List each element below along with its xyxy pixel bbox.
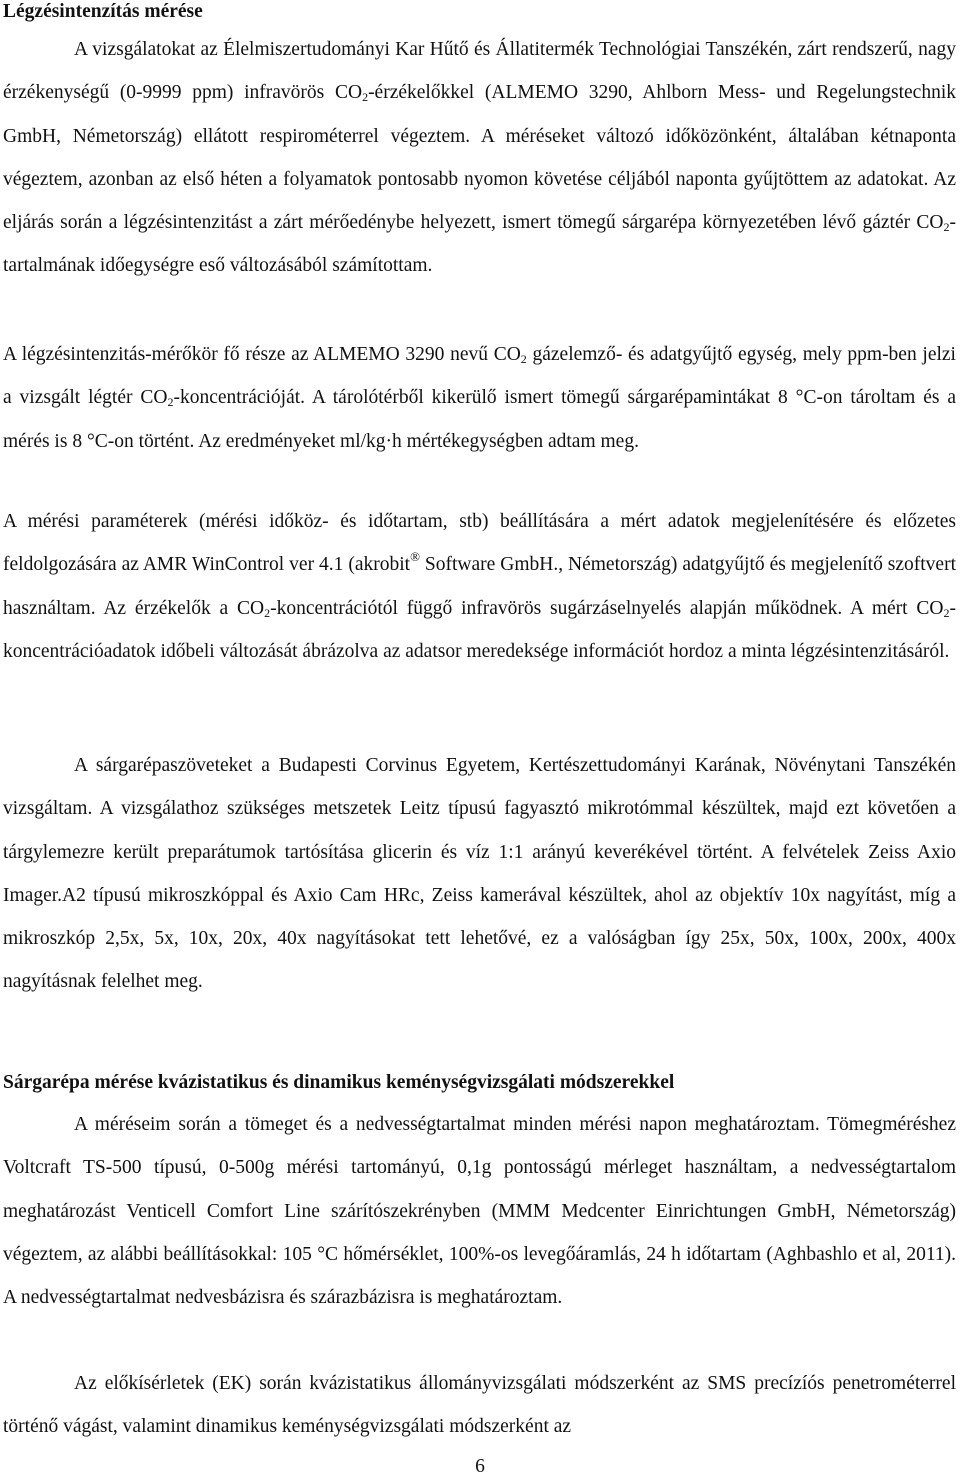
registered-mark: ® bbox=[410, 549, 420, 565]
page-number: 6 bbox=[475, 1456, 485, 1477]
paragraph-text: A méréseim során a tömeget és a nedvességtartalmat minden mérési napon meghatároztam. Tömegméréshez Voltcraft TS-500 típusú, 0-500g mérési tartományú, 0,1g pontosságú mérleget használtam, a nedvességtartalom meghatározást Venticell Comfort Line szárítószekrényben (MMM Medcenter Einrichtungen GmbH, Németország) végeztem, az alábbi beállításokkal: 105 °C hőmérséklet, 100%-os levegőáramlás, 24 h időtartam (Aghbashlo et al, 2011). A nedvességtartalmat nedvesbázisra és szárazbázisra is meghatároztam. bbox=[3, 1114, 956, 1309]
paragraph-text: A légzésintenzitás-mérőkör fő része az ALMEMO 3290 nevű CO bbox=[3, 344, 521, 365]
section-heading-hardness: Sárgarépa mérése kvázistatikus és dinamikus keménységvizsgálati módszerekkel bbox=[3, 1072, 675, 1093]
subscript: 2 bbox=[362, 90, 369, 105]
paragraph-text: -érzékelőkkel (ALMEMO 3290, Ahlborn Mess- und Regelungstechnik GmbH, Németország) ellátott respirométerrel végeztem. A méréseket változó időközönként, általában kétnaponta végeztem, azonban az első héten a folyamatok pontosabb nyomon követése céljából naponta gyűjtöttem az adatokat. Az eljárás során a légzésintenzitást a zárt mérőedénybe helyezett, ismert tömegű sárgarépa környezetében lévő gáztér CO bbox=[3, 82, 956, 234]
section-heading-respiration: Légzésintenzítás mérése bbox=[3, 1, 203, 22]
subscript: 2 bbox=[264, 605, 271, 620]
paragraph-text: -tartalmának időegységre eső változásából számítottam. bbox=[3, 212, 956, 277]
paragraph-measuring-circuit bbox=[3, 333, 956, 463]
paragraph-tissue-microscopy bbox=[3, 744, 956, 1004]
subscript: 2 bbox=[943, 605, 950, 620]
paragraph-text: Software GmbH., Németország) adatgyűjtő és megjelenítő szoftvert használtam. Az érzékelők a CO bbox=[3, 554, 957, 619]
paragraph-respiration-method bbox=[3, 28, 956, 288]
paragraph-text: Az előkísérletek (EK) során kvázistatikus állományvizsgálati módszerként az SMS precízíós penetrométerrel történő vágást, valamint dinamikus keménységvizsgálati módszerként az bbox=[3, 1373, 956, 1438]
paragraph-mass-moisture bbox=[3, 1103, 956, 1319]
paragraph-text: -koncentrációadatok időbeli változását ábrázolva az adatsor meredeksége információt hordoz a minta légzésintenzitásáról. bbox=[3, 597, 956, 662]
paragraph-software bbox=[3, 500, 956, 673]
paragraph-preliminary-tests bbox=[3, 1362, 956, 1449]
subscript: 2 bbox=[167, 395, 174, 410]
paragraph-text: gázelemző- és adatgyűjtő egység, mely ppm-ben jelzi a vizsgált légtér CO bbox=[3, 344, 956, 409]
paragraph-text: -koncentrációtól függő infravörös sugárzáselnyelés alapján működnek. A mért CO bbox=[270, 597, 944, 619]
paragraph-text: A sárgarépaszöveteket a Budapesti Corvinus Egyetem, Kertészettudományi Karának, Növénytani Tanszékén vizsgáltam. A vizsgálathoz szükséges metszetek Leitz típusú fagyasztó mikrotómmal készültek, majd ezt követően a tárgylemezre került preparátumok tartósítása glicerin és víz 1:1 arányú keverékével történt. A felvételek Zeiss Axio Imager.A2 típusú mikroszkóppal és Axio Cam HRc, Zeiss kamerával készültek, ahol az objektív 10x nagyítást, míg a mikroszkóp 2,5x, 5x, 10x, 20x, 40x nagyításokat tett lehetővé, ez a valóságban így 25x, 50x, 100x, 200x, 400x nagyításnak felelhet meg. bbox=[3, 755, 956, 993]
paragraph-text: A mérési paraméterek (mérési időköz- és időtartam, stb) beállítására a mért adatok megjelenítésére és előzetes feldolgozására az AMR WinControl ver 4.1 (akrobit bbox=[3, 511, 956, 576]
subscript: 2 bbox=[943, 220, 950, 235]
paragraph-text: -koncentrációját. A tárolótérből kikerülő ismert tömegű sárgarépamintákat 8 °C-on tároltam és a mérés is 8 °C-on történt. Az eredményeket ml/kg·h mértékegységben adtam meg. bbox=[3, 387, 956, 452]
paragraph-text: A vizsgálatokat az Élelmiszertudományi Kar Hűtő és Állatitermék Technológiai Tanszékén, zárt rendszerű, nagy érzékenységű (0-9999 ppm) infravörös CO bbox=[3, 39, 956, 104]
subscript: 2 bbox=[520, 352, 527, 366]
